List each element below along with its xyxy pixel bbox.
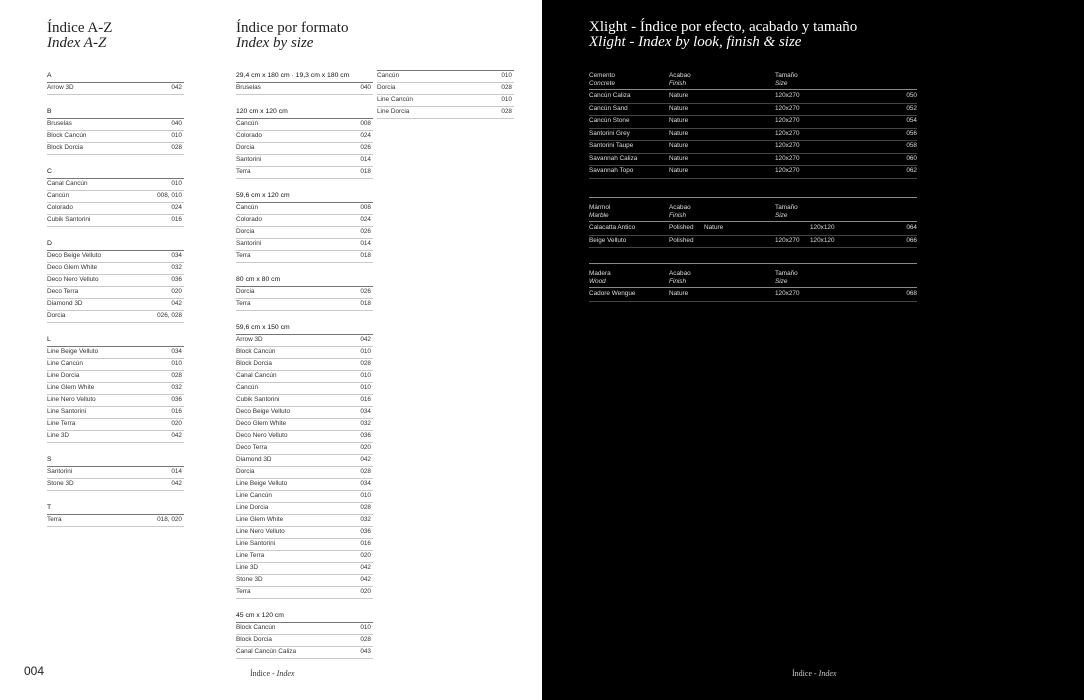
entry-name: Line Beige Velluto bbox=[47, 348, 99, 355]
entry-name: Line Dorcia bbox=[236, 504, 269, 511]
product-name: Cadore Wengue bbox=[589, 290, 636, 297]
finish-1: Nature bbox=[669, 117, 689, 124]
az-title-en: Index A-Z bbox=[47, 35, 107, 51]
entry-page-number: 042 bbox=[360, 336, 371, 343]
header-es: Mármol bbox=[589, 204, 611, 211]
index-entry bbox=[47, 214, 184, 227]
entry-page-number: 008 bbox=[360, 204, 371, 211]
page-number: 068 bbox=[906, 290, 917, 297]
index-entry bbox=[236, 166, 373, 179]
xlight-row bbox=[589, 103, 917, 117]
entry-name: Diamond 3D bbox=[47, 300, 83, 307]
entry-page-number: 034 bbox=[171, 252, 182, 259]
page-number: 066 bbox=[906, 236, 917, 244]
entry-page-number: 043 bbox=[360, 648, 371, 655]
az-title-es: Índice A-Z bbox=[47, 20, 113, 36]
entry-name: Stone 3D bbox=[47, 480, 74, 487]
letter-heading: S bbox=[47, 454, 184, 466]
entry-name: Arrow 3D bbox=[47, 84, 74, 91]
xlight-row bbox=[589, 222, 917, 236]
entry-name: Santorini bbox=[47, 468, 73, 475]
index-entry bbox=[236, 82, 373, 95]
size-1: 120x270 bbox=[775, 236, 800, 244]
entry-page-number: 020 bbox=[171, 288, 182, 295]
size-1: 120x270 bbox=[775, 129, 800, 137]
product-name: Calacatta Antico bbox=[589, 224, 636, 231]
page-number: 060 bbox=[906, 154, 917, 162]
entry-page-number: 018 bbox=[360, 168, 371, 175]
xlight-row bbox=[589, 128, 917, 142]
entry-name: Block Dorcia bbox=[236, 636, 272, 643]
column-header bbox=[589, 204, 610, 220]
entry-page-number: 026 bbox=[360, 144, 371, 151]
entry-page-number: 032 bbox=[171, 384, 182, 391]
finish-1: Nature bbox=[669, 104, 689, 112]
size-heading: 59,6 cm x 150 cm bbox=[236, 322, 373, 334]
footer-right bbox=[792, 669, 836, 678]
column-header bbox=[775, 204, 798, 220]
entry-page-number: 036 bbox=[360, 528, 371, 535]
entry-name: Arrow 3D bbox=[236, 336, 263, 343]
entry-page-number: 028 bbox=[171, 372, 182, 379]
entry-name: Line 3D bbox=[47, 432, 70, 439]
entry-name: Block Cancún bbox=[236, 624, 276, 631]
finish-1: Nature bbox=[669, 154, 689, 162]
entry-page-number: 034 bbox=[360, 480, 371, 487]
letter-heading: C bbox=[47, 166, 184, 178]
entry-name: Deco Glem White bbox=[47, 264, 98, 271]
header-es: Tamaño bbox=[775, 72, 798, 79]
entry-page-number: 026 bbox=[360, 288, 371, 295]
entry-page-number: 036 bbox=[171, 396, 182, 403]
product-name: Santorini Taupe bbox=[589, 142, 634, 149]
entry-name: Terra bbox=[236, 252, 251, 259]
entry-page-number: 016 bbox=[360, 396, 371, 403]
entry-page-number: 026 bbox=[360, 228, 371, 235]
entry-name: Block Dorcia bbox=[47, 144, 83, 151]
entry-name: Line 3D bbox=[236, 564, 259, 571]
finish-2: Nature bbox=[704, 224, 724, 231]
size-heading: 80 cm x 80 cm bbox=[236, 274, 373, 286]
size-index-title bbox=[236, 21, 348, 51]
entry-name: Line Dorcia bbox=[47, 372, 80, 379]
entry-name: Line Dorcia bbox=[377, 108, 410, 115]
entry-name: Cancún bbox=[47, 192, 70, 199]
entry-name: Cancún bbox=[377, 72, 400, 79]
entry-page-number: 042 bbox=[360, 564, 371, 571]
entry-name: Canal Cancún Caliza bbox=[236, 648, 297, 655]
entry-name: Dorcia bbox=[377, 84, 396, 91]
letter-heading: A bbox=[47, 70, 184, 82]
entry-page-number: 010 bbox=[171, 360, 182, 367]
page-number: 062 bbox=[906, 167, 917, 174]
entry-page-number: 018, 020 bbox=[157, 516, 182, 523]
header-en: Finish bbox=[669, 80, 687, 87]
entry-page-number: 028 bbox=[171, 144, 182, 151]
finish-1: Nature bbox=[669, 167, 689, 174]
entry-page-number: 008 bbox=[360, 120, 371, 127]
index-entry bbox=[47, 310, 184, 323]
footer-separator: - bbox=[812, 669, 819, 678]
entry-name: Canal Cancún bbox=[47, 180, 88, 187]
index-entry bbox=[236, 586, 373, 599]
entry-page-number: 028 bbox=[501, 84, 512, 91]
entry-page-number: 042 bbox=[360, 456, 371, 463]
entry-page-number: 034 bbox=[171, 348, 182, 355]
entry-name: Cubik Santorini bbox=[47, 216, 91, 223]
entry-name: Block Dorcia bbox=[236, 360, 272, 367]
entry-name: Deco Terra bbox=[47, 288, 79, 295]
entry-name: Colorado bbox=[47, 204, 73, 211]
entry-name: Line Santorini bbox=[236, 540, 276, 547]
xlight-row bbox=[589, 235, 917, 249]
index-entry bbox=[236, 646, 373, 659]
page-number: 052 bbox=[906, 104, 917, 112]
column-header bbox=[669, 72, 691, 88]
entry-page-number: 042 bbox=[171, 480, 182, 487]
entry-name: Colorado bbox=[236, 216, 262, 223]
entry-page-number: 014 bbox=[360, 240, 371, 247]
header-en: Finish bbox=[669, 212, 687, 219]
entry-page-number: 010 bbox=[501, 72, 512, 79]
size-heading: 45 cm x 120 cm bbox=[236, 610, 373, 622]
product-name: Beige Velluto bbox=[589, 236, 627, 244]
size-1: 120x270 bbox=[775, 154, 800, 162]
entry-name: Dorcia bbox=[236, 228, 255, 235]
header-es: Cemento bbox=[589, 72, 615, 79]
entry-page-number: 024 bbox=[171, 204, 182, 211]
entry-page-number: 036 bbox=[360, 432, 371, 439]
entry-name: Line Santorini bbox=[47, 408, 87, 415]
index-entry bbox=[47, 142, 184, 155]
size-1: 120x270 bbox=[775, 290, 800, 297]
index-entry bbox=[47, 82, 184, 95]
entry-name: Line Cancún bbox=[236, 492, 272, 499]
entry-name: Deco Nero Velluto bbox=[47, 276, 99, 283]
entry-name: Terra bbox=[47, 516, 62, 523]
entry-page-number: 032 bbox=[360, 420, 371, 427]
entry-page-number: 042 bbox=[360, 576, 371, 583]
xlight-row bbox=[589, 288, 917, 302]
size-heading: 59,6 cm x 120 cm bbox=[236, 190, 373, 202]
entry-page-number: 018 bbox=[360, 252, 371, 259]
index-entry bbox=[47, 514, 184, 527]
size-1: 120x270 bbox=[775, 92, 800, 99]
entry-page-number: 010 bbox=[171, 132, 182, 139]
size-2: 120x120 bbox=[810, 224, 835, 231]
page-number: 050 bbox=[906, 92, 917, 99]
entry-page-number: 020 bbox=[360, 444, 371, 451]
entry-name: Deco Glem White bbox=[236, 420, 287, 427]
entry-page-number: 010 bbox=[360, 492, 371, 499]
index-entry bbox=[47, 478, 184, 491]
column-header bbox=[589, 72, 615, 88]
product-name: Savannah Caliza bbox=[589, 154, 638, 162]
entry-name: Line Beige Velluto bbox=[236, 480, 288, 487]
finish-1: Nature bbox=[669, 92, 689, 99]
entry-page-number: 020 bbox=[360, 588, 371, 595]
entry-name: Dorcia bbox=[47, 312, 66, 319]
header-en: Wood bbox=[589, 278, 606, 285]
entry-name: Dorcia bbox=[236, 144, 255, 151]
entry-name: Deco Beige Velluto bbox=[236, 408, 291, 415]
entry-name: Terra bbox=[236, 588, 251, 595]
entry-page-number: 010 bbox=[360, 384, 371, 391]
footer-separator: - bbox=[270, 669, 277, 678]
finish-1: Polished bbox=[669, 236, 694, 244]
entry-page-number: 028 bbox=[360, 636, 371, 643]
index-entry bbox=[236, 250, 373, 263]
size-2: 120x120 bbox=[810, 236, 835, 244]
entry-name: Line Glem White bbox=[47, 384, 95, 391]
entry-name: Bruselas bbox=[236, 84, 261, 91]
entry-page-number: 024 bbox=[360, 132, 371, 139]
entry-page-number: 020 bbox=[171, 420, 182, 427]
xlight-row bbox=[589, 140, 917, 154]
entry-name: Terra bbox=[236, 168, 251, 175]
finish-1: Nature bbox=[669, 129, 689, 137]
entry-page-number: 028 bbox=[360, 504, 371, 511]
entry-name: Block Cancún bbox=[47, 132, 87, 139]
entry-name: Santorini bbox=[236, 156, 262, 163]
page-number: 004 bbox=[24, 664, 45, 678]
product-name: Cancún Sand bbox=[589, 104, 628, 112]
entry-name: Deco Beige Velluto bbox=[47, 252, 102, 259]
entry-name: Cancún bbox=[236, 204, 259, 211]
size-title-en: Index by size bbox=[236, 35, 314, 51]
entry-page-number: 014 bbox=[171, 468, 182, 475]
footer-left bbox=[250, 669, 294, 678]
page-number: 064 bbox=[906, 224, 917, 231]
header-es: Acabao bbox=[669, 270, 691, 277]
entry-name: Line Cancún bbox=[47, 360, 83, 367]
index-entry bbox=[47, 430, 184, 443]
entry-name: Colorado bbox=[236, 132, 262, 139]
column-header bbox=[589, 270, 611, 286]
footer-es: Índice bbox=[792, 669, 812, 678]
entry-page-number: 020 bbox=[360, 552, 371, 559]
entry-name: Cubik Santorini bbox=[236, 396, 280, 403]
xlight-row bbox=[589, 115, 917, 129]
entry-name: Santorini bbox=[236, 240, 262, 247]
letter-heading: D bbox=[47, 238, 184, 250]
entry-page-number: 042 bbox=[171, 432, 182, 439]
size-heading: 29,4 cm x 180 cm · 19,3 cm x 180 cm bbox=[236, 70, 373, 82]
page-number: 058 bbox=[906, 142, 917, 149]
product-name: Cancún Caliza bbox=[589, 92, 631, 99]
header-es: Acabao bbox=[669, 204, 691, 211]
size-1: 120x270 bbox=[775, 142, 800, 149]
entry-name: Line Nero Velluto bbox=[47, 396, 96, 403]
xlight-title-en: Xlight - Index by look, finish & size bbox=[589, 34, 802, 50]
entry-name: Canal Cancún bbox=[236, 372, 277, 379]
header-en: Marble bbox=[589, 212, 609, 219]
entry-page-number: 034 bbox=[360, 408, 371, 415]
entry-name: Dorcia bbox=[236, 288, 255, 295]
letter-heading: L bbox=[47, 334, 184, 346]
product-name: Santorini Grey bbox=[589, 129, 630, 137]
size-1: 120x270 bbox=[775, 117, 800, 124]
entry-page-number: 032 bbox=[171, 264, 182, 271]
size-1: 120x270 bbox=[775, 167, 800, 174]
entry-page-number: 028 bbox=[501, 108, 512, 115]
column-header bbox=[775, 72, 798, 88]
xlight-row bbox=[589, 165, 917, 179]
column-header bbox=[669, 204, 691, 220]
xlight-row bbox=[589, 90, 917, 104]
product-name: Cancún Stone bbox=[589, 117, 630, 124]
size-heading: 120 cm x 120 cm bbox=[236, 106, 373, 118]
entry-page-number: 016 bbox=[360, 540, 371, 547]
size-title-es: Índice por formato bbox=[236, 20, 349, 36]
footer-en: Index bbox=[818, 669, 837, 678]
entry-page-number: 024 bbox=[360, 216, 371, 223]
entry-page-number: 042 bbox=[171, 84, 182, 91]
section-divider bbox=[589, 197, 917, 198]
entry-name: Line Terra bbox=[236, 552, 265, 559]
header-es: Tamaño bbox=[775, 204, 798, 211]
entry-page-number: 016 bbox=[171, 216, 182, 223]
letter-heading: B bbox=[47, 106, 184, 118]
entry-name: Block Cancún bbox=[236, 348, 276, 355]
entry-page-number: 040 bbox=[171, 120, 182, 127]
entry-page-number: 010 bbox=[360, 372, 371, 379]
az-index-title bbox=[47, 21, 112, 51]
footer-en: Index bbox=[276, 669, 295, 678]
entry-name: Dorcia bbox=[236, 468, 255, 475]
header-en: Concrete bbox=[589, 80, 615, 87]
entry-name: Cancún bbox=[236, 384, 259, 391]
header-en: Finish bbox=[669, 278, 687, 285]
entry-page-number: 016 bbox=[171, 408, 182, 415]
entry-name: Line Nero Velluto bbox=[236, 528, 285, 535]
entry-page-number: 028 bbox=[360, 360, 371, 367]
entry-page-number: 014 bbox=[360, 156, 371, 163]
entry-name: Line Glem White bbox=[236, 516, 284, 523]
entry-page-number: 036 bbox=[171, 276, 182, 283]
header-es: Tamaño bbox=[775, 270, 798, 277]
entry-page-number: 010 bbox=[360, 348, 371, 355]
entry-name: Deco Nero Velluto bbox=[236, 432, 288, 439]
entry-page-number: 010 bbox=[171, 180, 182, 187]
entry-name: Line Terra bbox=[47, 420, 76, 427]
page-number: 056 bbox=[906, 129, 917, 137]
entry-page-number: 018 bbox=[360, 300, 371, 307]
entry-page-number: 008, 010 bbox=[157, 192, 182, 199]
entry-name: Line Cancún bbox=[377, 96, 413, 103]
entry-page-number: 010 bbox=[501, 96, 512, 103]
index-entry bbox=[236, 298, 373, 311]
footer-es: Índice bbox=[250, 669, 270, 678]
product-name: Savannah Topo bbox=[589, 167, 634, 174]
entry-name: Bruselas bbox=[47, 120, 72, 127]
header-en: Size bbox=[775, 80, 788, 87]
index-entry bbox=[377, 106, 514, 119]
entry-page-number: 026, 028 bbox=[157, 312, 182, 319]
page-number: 054 bbox=[906, 117, 917, 124]
entry-name: Deco Terra bbox=[236, 444, 268, 451]
entry-page-number: 032 bbox=[360, 516, 371, 523]
finish-1: Nature bbox=[669, 290, 689, 297]
xlight-title-es: Xlight - Índice por efecto, acabado y tamaño bbox=[589, 19, 858, 35]
xlight-index-title bbox=[589, 20, 857, 50]
header-es: Madera bbox=[589, 270, 611, 277]
letter-heading: T bbox=[47, 502, 184, 514]
column-header bbox=[775, 270, 798, 286]
xlight-row bbox=[589, 153, 917, 167]
entry-name: Diamond 3D bbox=[236, 456, 272, 463]
entry-name: Cancún bbox=[236, 120, 259, 127]
entry-page-number: 028 bbox=[360, 468, 371, 475]
header-es: Acabao bbox=[669, 72, 691, 79]
header-en: Size bbox=[775, 212, 788, 219]
header-en: Size bbox=[775, 278, 788, 285]
entry-page-number: 010 bbox=[360, 624, 371, 631]
size-1: 120x270 bbox=[775, 104, 800, 112]
entry-page-number: 040 bbox=[360, 84, 371, 91]
entry-name: Terra bbox=[236, 300, 251, 307]
column-header bbox=[669, 270, 691, 286]
section-divider bbox=[589, 263, 917, 264]
entry-page-number: 042 bbox=[171, 300, 182, 307]
entry-name: Stone 3D bbox=[236, 576, 263, 583]
finish-1: Polished bbox=[669, 224, 694, 231]
finish-1: Nature bbox=[669, 142, 689, 149]
